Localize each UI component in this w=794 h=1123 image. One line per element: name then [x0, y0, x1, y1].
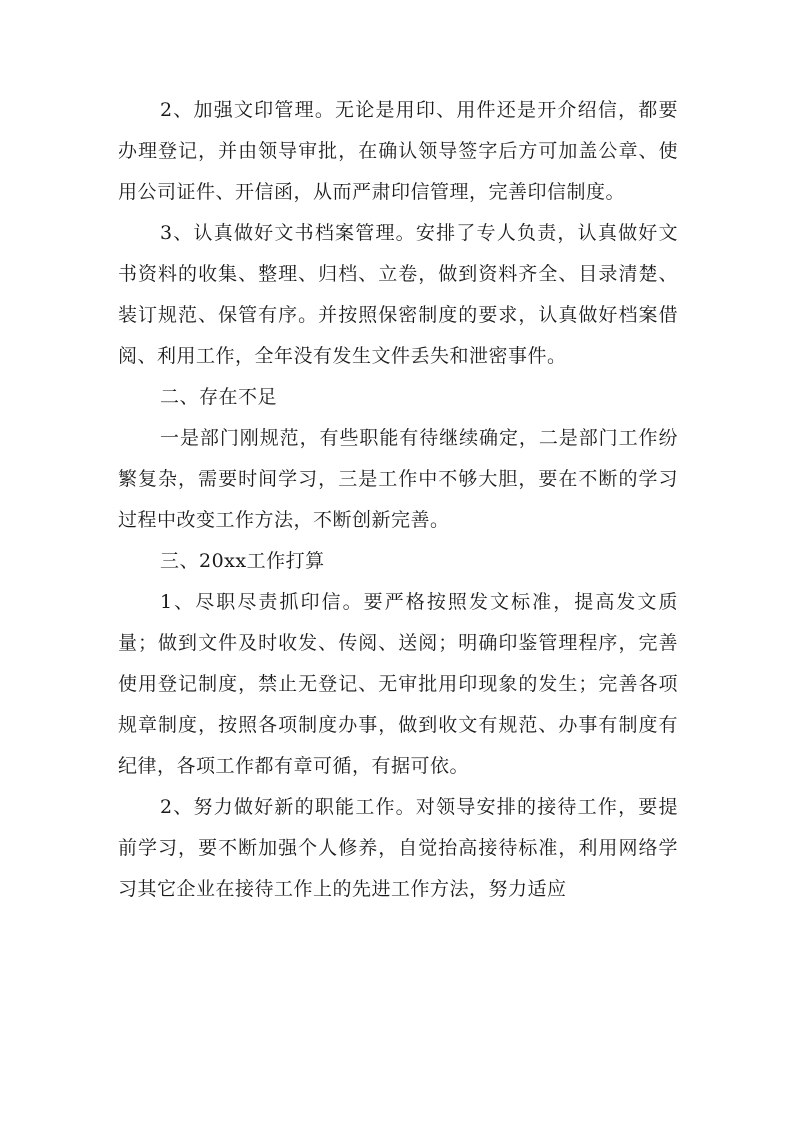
document-body — [118, 90, 678, 910]
paragraph-shortcomings: 一是部门刚规范，有些职能有待继续确定，二是部门工作纷繁复杂，需要时间学习，三是工作中不够大胆，要在不断的学习过程中改变工作方法，不断创新完善。 — [118, 427, 678, 531]
section-heading-shortcomings: 二、存在不足 — [160, 386, 278, 408]
section-heading-work-plan: 三、20xx工作打算 — [160, 550, 325, 572]
paragraph-seal-management: 2、加强文印管理。无论是用印、用件还是开介绍信，都要办理登记，并由领导审批，在确认领导签字后方可加盖公章、使用公司证件、开信函，从而严肃印信管理，完善印信制度。 — [118, 99, 678, 203]
paragraph-plan-new-duties: 2、努力做好新的职能工作。对领导安排的接待工作，要提前学习，要不断加强个人修养，自觉抬高接待标准，利用网络学习其它企业在接待工作上的先进工作方法，努力适应 — [118, 796, 678, 900]
paragraph-plan-seal: 1、尽职尽责抓印信。要严格按照发文标准，提高发文质量；做到文件及时收发、传阅、送阅；明确印鉴管理程序，完善使用登记制度，禁止无登记、无审批用印现象的发生；完善各项规章制度，按照各项制度办事，做到收文有规范、办事有制度有纪律，各项工作都有章可循，有据可依。 — [118, 591, 678, 777]
paragraph-archive-management: 3、认真做好文书档案管理。安排了专人负责，认真做好文书资料的收集、整理、归档、立卷，做到资料齐全、目录清楚、装订规范、保管有序。并按照保密制度的要求，认真做好档案借阅、利用工作，全年没有发生文件丢失和泄密事件。 — [118, 222, 678, 367]
